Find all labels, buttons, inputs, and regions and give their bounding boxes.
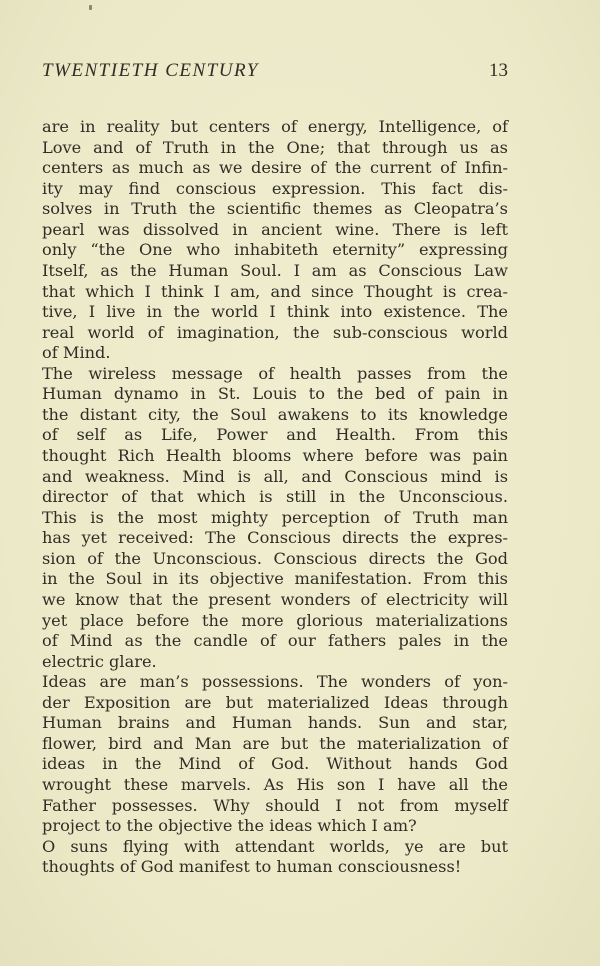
text-line: thoughts of God manifest to human consciousness! (42, 857, 462, 877)
text-line: are in reality but centers of energy, Intelligence, of (42, 117, 508, 136)
text-line: thought Rich Health blooms where before was pain (42, 446, 508, 465)
text-line: and weakness. Mind is all, and Conscious mind is (42, 466, 508, 486)
page-header (42, 60, 508, 84)
text-line: This is the most mighty perception of Truth man (42, 507, 508, 527)
text-line: O suns flying with attendant worlds, ye are but (42, 836, 508, 856)
text-line: of Mind. (42, 343, 111, 363)
text-line: wrought these marvels. As His son I have all the (42, 775, 508, 794)
paragraph (42, 837, 508, 878)
text-line: that which I think I am, and since Thought is crea- (42, 281, 508, 301)
text-line: solves in Truth the scientific themes as Cleopatra’s (42, 199, 508, 219)
text-line: ity may find conscious expression. This fact dis- (42, 178, 508, 198)
text-line: pearl was dissolved in ancient wine. There is left (42, 219, 508, 239)
text-line: Ideas are man’s possessions. The wonders of yon- (42, 672, 508, 692)
text-line: electric glare. (42, 651, 157, 671)
text-line: Father possesses. Why should I not from myself (42, 795, 508, 815)
text-line: only “the One who inhabiteth eternity” expressing (42, 240, 508, 260)
paragraph (42, 117, 508, 364)
text-line: in the Soul in its objective manifestation. From this (42, 569, 508, 589)
text-line: yet place before the more glorious materializations (42, 610, 508, 630)
text-line: Itself, as the Human Soul. I am as Conscious Law (42, 260, 508, 280)
text-line: sion of the Unconscious. Conscious directs the God (42, 548, 508, 568)
text-line: of self as Life, Power and Health. From this (42, 425, 508, 445)
scan-speck (89, 5, 92, 10)
text-line: Human brains and Human hands. Sun and star, (42, 713, 508, 733)
text-line: has yet received: The Conscious directs the expres- (42, 528, 508, 548)
text-line: director of that which is still in the Unconscious. (42, 487, 508, 507)
text-line: Love and of Truth in the One; that through us as (42, 137, 508, 157)
text-line: flower, bird and Man are but the materialization of (42, 733, 508, 753)
paragraph (42, 364, 508, 672)
text-line: tive, I live in the world I think into existence. The (42, 302, 508, 322)
page-body (42, 117, 508, 878)
text-line: The wireless message of health passes from the (42, 363, 508, 383)
paragraph (42, 672, 508, 837)
text-line: ideas in the Mind of God. Without hands God (42, 754, 508, 774)
text-line: the distant city, the Soul awakens to its knowledge (42, 404, 508, 424)
text-line: of Mind as the candle of our fathers pales in the (42, 631, 508, 651)
text-line: Human dynamo in St. Louis to the bed of pain in (42, 384, 508, 404)
text-line: project to the objective the ideas which I am? (42, 816, 417, 836)
text-line: we know that the present wonders of electricity will (42, 589, 508, 609)
page-number: 13 (489, 60, 508, 81)
text-line: der Exposition are but materialized Ideas through (42, 692, 508, 712)
text-line: centers as much as we desire of the current of Infin- (42, 158, 508, 178)
running-title: TWENTIETH CENTURY (42, 60, 259, 81)
text-line: real world of imagination, the sub-conscious world (42, 322, 508, 342)
